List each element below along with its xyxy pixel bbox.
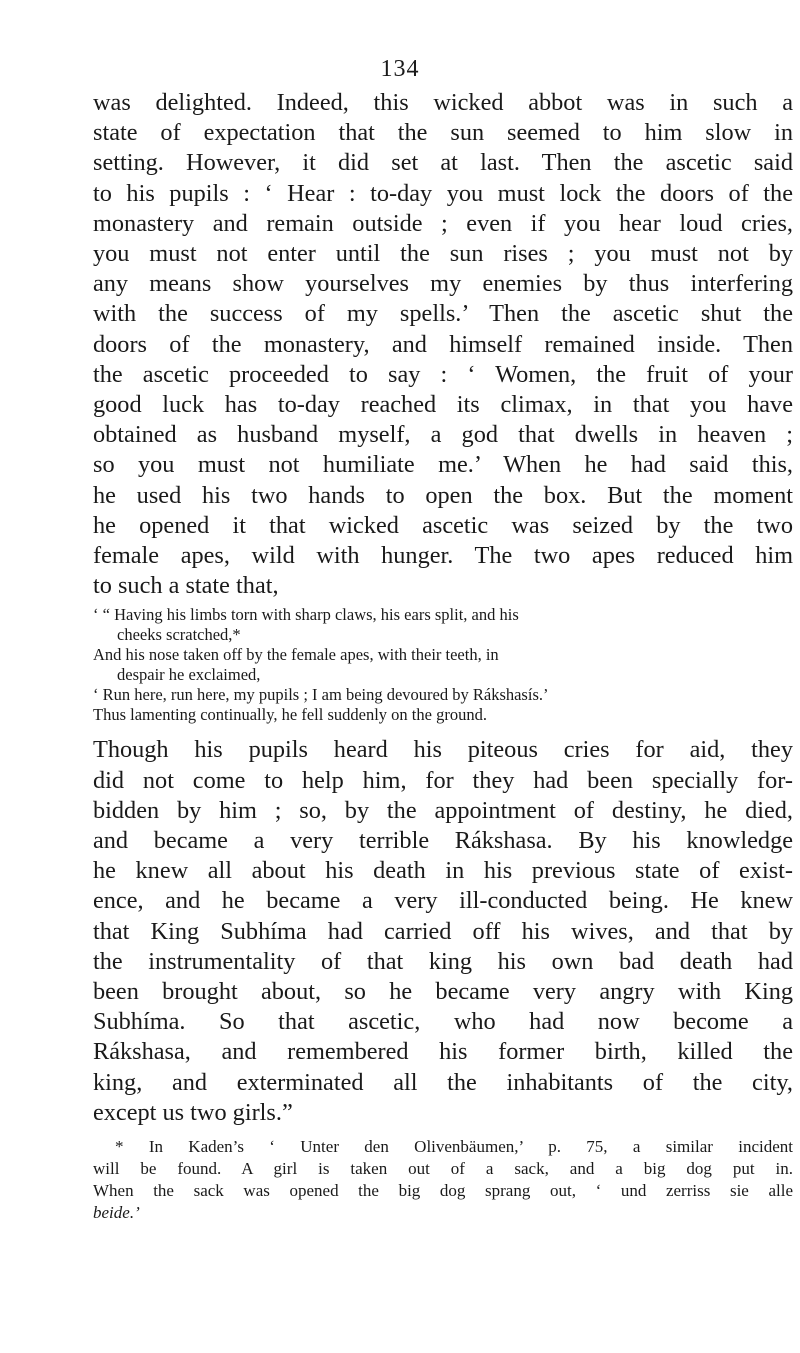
text-line: king, and exterminated all the inhabitants of the city, [93,1068,793,1096]
verse-line: cheeks scratched,* [117,625,241,645]
footnote [93,1136,793,1224]
verse-line: ‘ “ Having his limbs torn with sharp claws, his ears split, and his [93,605,519,625]
text-line: except us two girls.” [93,1098,293,1126]
verse-line: despair he exclaimed, [117,665,261,685]
text-line: ence, and he became a very ill-conducted being. He knew [93,887,793,915]
text-line: did not come to help him, for they had been specially for- [93,766,793,794]
text-line: he opened it that wicked ascetic was seized by the two [93,511,793,539]
text-line: setting. However, it did set at last. Then the ascetic said [93,149,793,177]
text-line: that King Subhíma had carried off his wives, and that by [93,917,793,945]
text-line: Rákshasa, and remembered his former birth, killed the [93,1038,793,1066]
footnote-line: * In Kaden’s ‘ Unter den Olivenbäumen,’ p. 75, a similar incident [115,1137,793,1157]
paragraph-narrative-2 [93,735,793,1128]
text-line: he used his two hands to open the box. But the moment [93,481,793,509]
text-line: monastery and remain outside ; even if you hear loud cries, [93,209,793,237]
text-line: you must not enter until the sun rises ; you must not by [93,240,793,268]
text-line: female apes, wild with hunger. The two apes reduced him [93,542,793,570]
text-line: to such a state that, [93,572,279,600]
text-line: obtained as husband myself, a god that dwells in heaven ; [93,421,793,449]
text-line: the instrumentality of that king his own bad death had [93,947,793,975]
text-line: been brought about, so he became very angry with King [93,978,793,1006]
text-line: bidden by him ; so, by the appointment of destiny, he died, [93,796,793,824]
text-line: he knew all about his death in his previous state of exist- [93,857,793,885]
page-body [93,88,793,1224]
verse-quotation [93,605,793,725]
text-line: doors of the monastery, and himself remained inside. Then [93,330,793,358]
text-line: so you must not humiliate me.’ When he had said this, [93,451,793,479]
paragraph-narrative-1 [93,88,793,601]
text-line: state of expectation that the sun seemed to him slow in [93,119,793,147]
footnote-line: When the sack was opened the big dog sprang out, ‘ und zerriss sie alle [93,1181,793,1201]
text-line: to his pupils : ‘ Hear : to-day you must lock the doors of the [93,179,793,207]
page-number: 134 [380,56,420,82]
text-line: good luck has to-day reached its climax, in that you have [93,391,793,419]
verse-line: Thus lamenting continually, he fell suddenly on the ground. [93,705,487,725]
text-line: was delighted. Indeed, this wicked abbot was in such a [93,89,793,116]
verse-line: ‘ Run here, run here, my pupils ; I am being devoured by Rákshasís.’ [93,685,549,705]
text-line: any means show yourselves my enemies by thus interfering [93,270,793,298]
footnote-line: beide.’ [93,1203,140,1223]
text-line: Though his pupils heard his piteous cries for aid, they [93,736,793,764]
text-line: Subhíma. So that ascetic, who had now become a [93,1008,793,1036]
footnote-line: will be found. A girl is taken out of a sack, and a big dog put in. [93,1159,793,1179]
text-line: and became a very terrible Rákshasa. By his knowledge [93,827,793,855]
text-line: with the success of my spells.’ Then the ascetic shut the [93,300,793,328]
verse-line: And his nose taken off by the female apes, with their teeth, in [93,645,499,665]
text-line: the ascetic proceeded to say : ‘ Women, the fruit of your [93,360,793,388]
